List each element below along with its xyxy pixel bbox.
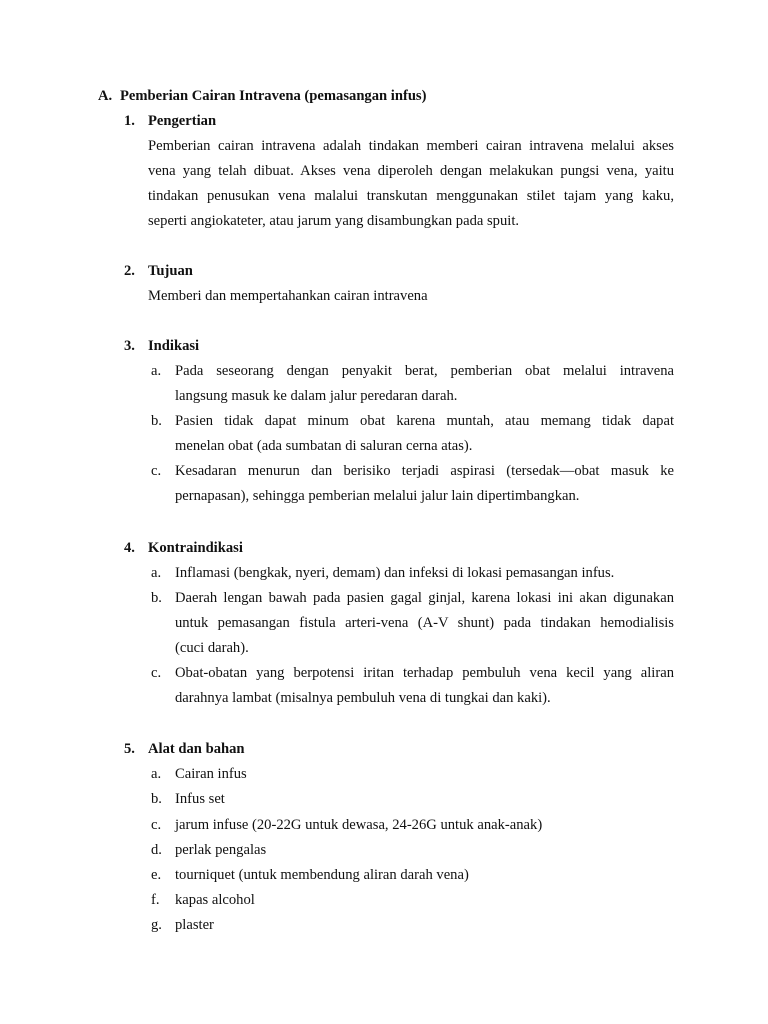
subitem-letter: e. [151, 867, 162, 883]
subitem-line: langsung masuk ke dalam jalur peredaran darah. [175, 388, 458, 404]
subitem-letter: a. [151, 766, 162, 782]
subitem-line: perlak pengalas [175, 842, 267, 858]
item-heading-alat-dan-bahan: Alat dan bahan [148, 741, 245, 757]
subitem-line: (cuci darah). [175, 640, 249, 656]
paragraph-line: vena yang telah dibuat. Akses vena diperoleh dengan melakukan pungsi vena, yaitu [148, 163, 674, 179]
subitem-letter: b. [151, 413, 162, 429]
item-number: 3. [124, 338, 135, 354]
item-heading-indikasi: Indikasi [148, 338, 200, 354]
subitem-line: Kesadaran menurun dan berisiko terjadi aspirasi (tersedak—obat masuk ke [175, 463, 674, 479]
subitem-line: Daerah lengan bawah pada pasien gagal ginjal, karena lokasi ini akan digunakan [175, 590, 674, 606]
subitem-letter: b. [151, 590, 162, 606]
subitem-line: kapas alcohol [175, 892, 255, 908]
subitem-letter: b. [151, 791, 162, 807]
paragraph-line: Memberi dan mempertahankan cairan intravena [148, 288, 428, 304]
subitem-line: plaster [175, 917, 214, 933]
item-heading-kontraindikasi: Kontraindikasi [148, 540, 243, 556]
subitem-letter: c. [151, 817, 162, 833]
item-number: 4. [124, 540, 135, 556]
subitem-line: untuk pemasangan fistula arteri-vena (A-V shunt) pada tindakan hemodialisis [175, 615, 674, 631]
subitem-letter: g. [151, 917, 162, 933]
section-marker: A. [98, 88, 113, 104]
subitem-letter: c. [151, 463, 162, 479]
item-number: 1. [124, 113, 135, 129]
subitem-line: pernapasan), sehingga pemberian melalui jalur lain dipertimbangkan. [175, 488, 580, 504]
subitem-line: darahnya lambat (misalnya pembuluh vena di tungkai dan kaki). [175, 690, 551, 706]
subitem-line: tourniquet (untuk membendung aliran darah vena) [175, 867, 469, 883]
item-heading-tujuan: Tujuan [148, 263, 193, 279]
subitem-letter: d. [151, 842, 162, 858]
item-heading-pengertian: Pengertian [148, 113, 217, 129]
subitem-line: Cairan infus [175, 766, 247, 782]
subitem-line: Infus set [175, 791, 225, 807]
subitem-line: menelan obat (ada sumbatan di saluran cerna atas). [175, 438, 473, 454]
item-number: 5. [124, 741, 135, 757]
paragraph-line: tindakan penusukan vena malalui transkutan menggunakan stilet tajam yang kaku, [148, 188, 674, 204]
paragraph-line: Pemberian cairan intravena adalah tindakan memberi cairan intravena melalui akses [148, 138, 674, 154]
subitem-letter: a. [151, 565, 162, 581]
subitem-letter: f. [151, 892, 160, 908]
paragraph-line: seperti angiokateter, atau jarum yang disambungkan pada spuit. [148, 213, 520, 229]
subitem-line: Inflamasi (bengkak, nyeri, demam) dan infeksi di lokasi pemasangan infus. [175, 565, 615, 581]
subitem-line: Pada seseorang dengan penyakit berat, pemberian obat melalui intravena [175, 363, 674, 379]
section-title: Pemberian Cairan Intravena (pemasangan infus) [120, 88, 427, 104]
subitem-letter: c. [151, 665, 162, 681]
subitem-line: Pasien tidak dapat minum obat karena muntah, atau memang tidak dapat [175, 413, 674, 429]
item-number: 2. [124, 263, 135, 279]
subitem-line: jarum infuse (20-22G untuk dewasa, 24-26G untuk anak-anak) [175, 817, 543, 833]
subitem-line: Obat-obatan yang berpotensi iritan terhadap pembuluh vena kecil yang aliran [175, 665, 674, 681]
subitem-letter: a. [151, 363, 162, 379]
